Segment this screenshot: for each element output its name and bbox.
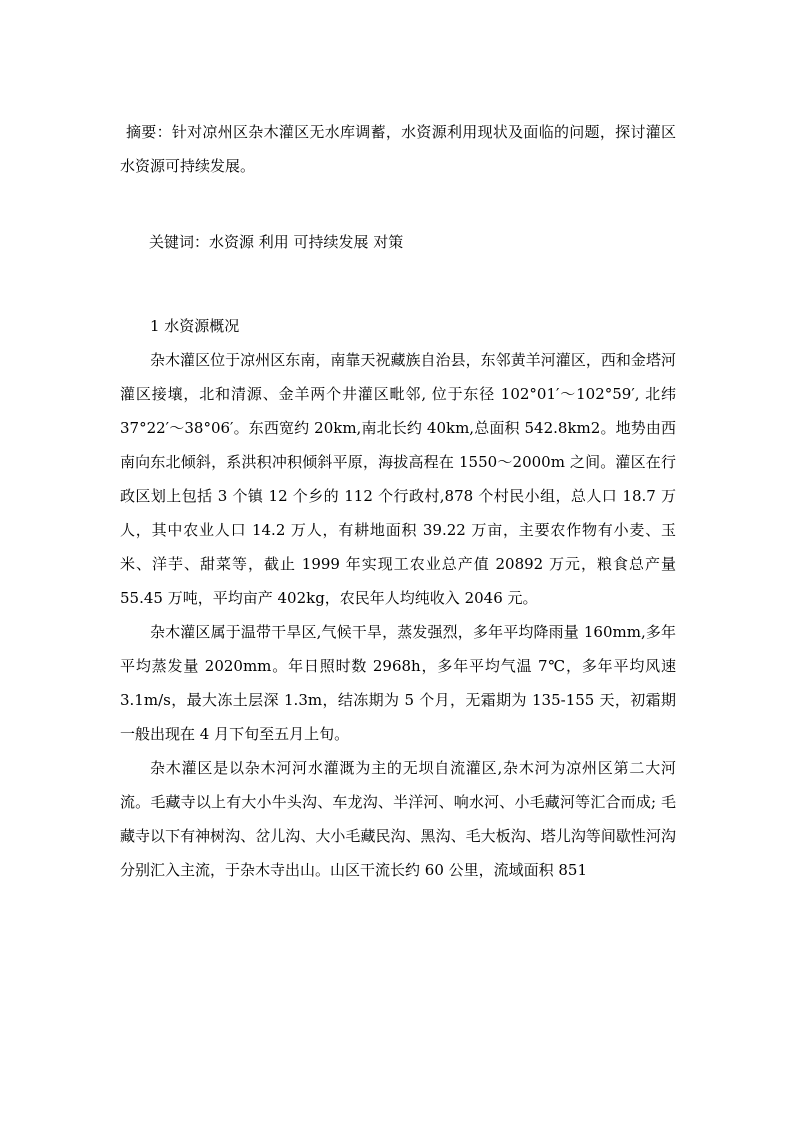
paragraph-location: 杂木灌区位于凉州区东南，南靠天祝藏族自治县，东邻黄羊河灌区，西和金塔河灌区接壤，北和清源、金羊两个井灌区毗邻, 位于东径 102°01′～102°59′, 北纬 37°22′～38°06′。东西宽约 20km,南北长约 40km,总面积 542.8km2。地势由西南向东北倾斜，系洪积冲积倾斜平原，海拔高程在 1550～2000m 之间。灌区在行政区划上包括 3 个镇 12 个乡的 112 个行政村,878 个村民小组，总人口 18.7 万人，其中农业人口 14.2 万人，有耕地面积 39.22 万亩，主要农作物有小麦、玉米、洋芋、甜菜等，截止 1999 年实现工农业总产值 20892 万元，粮食总产量 55.45 万吨，平均亩产 402kg，农民年人均纯收入 2046 元。 [120,351,676,607]
paragraph-river: 杂木灌区是以杂木河河水灌溉为主的无坝自流灌区,杂木河为凉州区第二大河流。毛藏寺以上有大小牛头沟、车龙沟、半洋河、响水河、小毛藏河等汇合而成; 毛藏寺以下有神树沟、岔儿沟、大小毛藏民沟、黑沟、毛大板沟、塔儿沟等间歇性河沟分别汇入主流，于杂木寺出山。山区干流长约 60 公里，流域面积 851 [120,759,676,879]
keywords-line: 关键词：水资源 利用 可持续发展 对策 [149,233,404,251]
abstract-text: 摘要：针对凉州区杂木灌区无水库调蓄，水资源利用现状及面临的问题，探讨灌区水资源可持续发展。 [120,123,676,175]
section-heading: 1 水资源概况 [150,317,240,335]
paragraph-climate: 杂木灌区属于温带干旱区,气候干旱，蒸发强烈，多年平均降雨量 160mm,多年平均蒸发量 2020mm。年日照时数 2968h，多年平均气温 7℃，多年平均风速 3.1m/s，最大冻土层深 1.3m，结冻期为 5 个月，无霜期为 135-155 天，初霜期一般出现在 4 月下旬至五月上旬。 [120,623,676,743]
abstract-section [120,100,676,198]
section-1 [120,309,676,887]
